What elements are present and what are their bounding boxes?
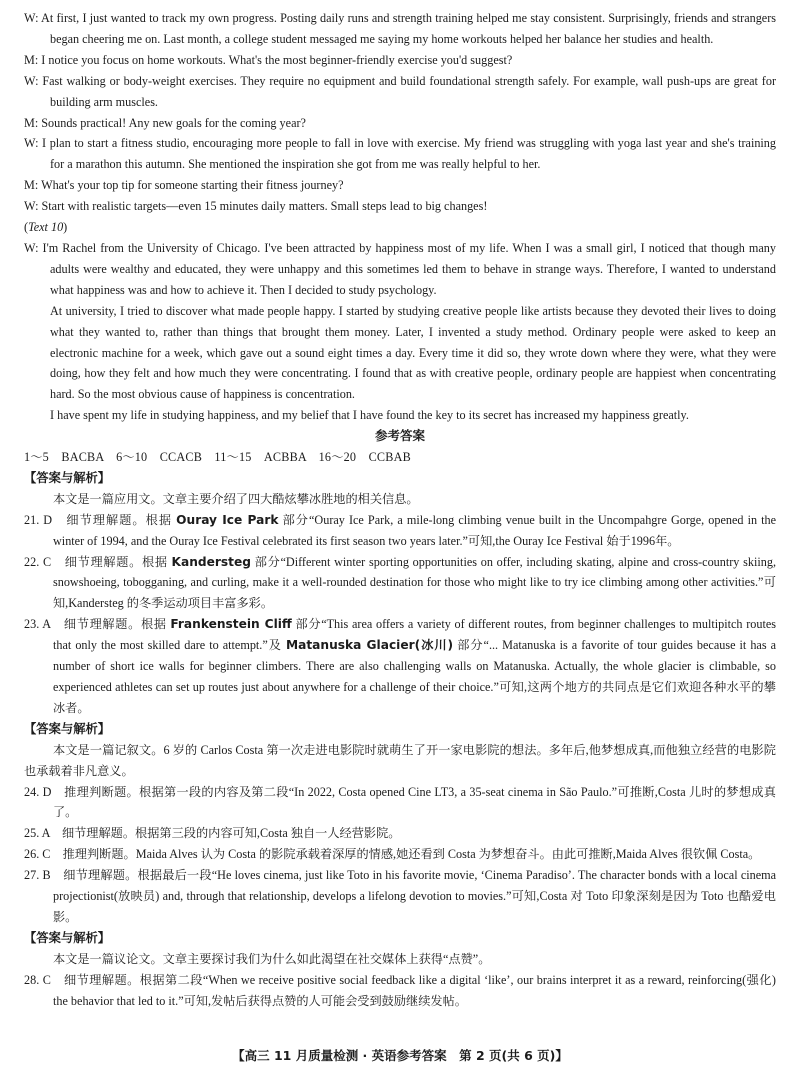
monologue-para: W: I'm Rachel from the University of Chicago. I've been attracted by happiness most of my life. When I was a small girl, I noticed that though many adults were wealthy and educated, they were unhappy and this sometimes led them to behave in strange ways. Therefore, I wanted to understand what happiness was and how to achieve it. Then I decided to study psychology. [24, 240, 776, 297]
text10-label: (Text 10) [24, 220, 68, 235]
monologue-para: At university, I tried to discover what made people happy. I started by studying creative people like artists because they devoted their lives to doing what they wanted to, rather than things that brought them money. Later, I invented a study method. Ordinary people were asked to keep an electronic machine for a week, which gave out a sound eight times a day. Every time it did so, they wrote down where they were, what they were doing, how they felt and how much they were concentrating. I found that as with creative people, ordinary people are happiest when concentrating hard. So the most obvious cause of happiness is concentration. [50, 303, 776, 402]
question-explanation: 21. D 细节理解题。根据 Ouray Ice Park 部分“Ouray Ice Park, a mile-long climbing venue built in the Uncompahgre Gorge, opened in the winter of 1994, and the Ouray Ice Festival celebrated its first season two years later.”可知,the Ouray Ice Festival 始于1996年。 [24, 512, 777, 548]
question-explanation: 28. C 细节理解题。根据第二段“When we receive positive social feedback like a digital ‘like’, our brains interpret it as a reward, reinforcing(强化) the behavior that led to it.”可知,发帖后获得点赞的人可能会受到鼓励继续发帖。 [24, 972, 776, 1008]
dialog-line: M: What's your top tip for someone starting their fitness journey? [24, 178, 344, 193]
question-explanation: 24. D 推理判断题。根据第一段的内容及第二段“In 2022, Costa opened Cine LT3, a 35-seat cinema in São Paulo.”可推断,Costa 儿时的梦想成真了。 [24, 784, 776, 820]
answer-key: 1～5 BACBA 6～10 CCACB 11～15 ACBBA 16～20 CCBAB [24, 450, 411, 465]
text10-monologue [24, 238, 776, 426]
dialog-line: W: I plan to start a fitness studio, encouraging more people to fall in love with exercise. My friend was struggling with yoga last year and she's training for a marathon this autumn. She mentioned the inspiration she got from me was really helpful to her. [24, 136, 776, 172]
answer-title: 参考答案 [374, 428, 425, 444]
dialog-transcript [24, 8, 776, 217]
dialog-line: W: Start with realistic targets—even 15 minutes daily matters. Small steps lead to big changes! [24, 199, 488, 214]
section-header: 【答案与解析】 [24, 470, 111, 485]
question-explanation: 25. A 细节理解题。根据第三段的内容可知,Costa 独自一人经营影院。 [24, 826, 401, 841]
section-header: 【答案与解析】 [24, 721, 111, 736]
section-intro: 本文是一篇应用文。文章主要介绍了四大酷炫攀冰胜地的相关信息。 [53, 491, 419, 506]
monologue-para: I have spent my life in studying happiness, and my belief that I have found the key to its secret has increased my happiness greatly. [50, 408, 689, 423]
section-intro: 本文是一篇记叙文。6 岁的 Carlos Costa 第一次走进电影院时就萌生了开一家电影院的想法。多年后,他梦想成真,而他独立经营的电影院也承载着非凡意义。 [24, 742, 776, 778]
dialog-line: W: Fast walking or body-weight exercises. They require no equipment and build foundational strength safely. For example, wall push-ups are great for building arm muscles. [24, 73, 777, 109]
section-intro: 本文是一篇议论文。文章主要探讨我们为什么如此渴望在社交媒体上获得“点赞”。 [53, 951, 491, 966]
section-header: 【答案与解析】 [24, 930, 111, 945]
dialog-line: M: Sounds practical! Any new goals for the coming year? [24, 115, 306, 130]
page-footer: 【高三 11 月质量检测 · 英语参考答案 第 2 页(共 6 页)】 [232, 1048, 568, 1063]
question-explanation: 27. B 细节理解题。根据最后一段“He loves cinema, just like Toto in his favorite movie, ‘Cinema Paradiso’. The character bonds with a local cinema projectionist(放映员) and, through that relationship, develops a lifelong devotion to movies.”可知,Costa 对 Toto 印象深刻是因为 Toto 也酷爱电影。 [24, 868, 777, 924]
question-explanation: 22. C 细节理解题。根据 Kandersteg 部分“Different winter sporting opportunities on offer, including skating, alpine and cross-country skiing, snowshoeing, tobogganing, and curling, make it a well-rounded destination for those who might like to try ice climbing among other activities.”可知,Kandersteg 的冬季运动项目丰富多彩。 [24, 554, 776, 611]
question-explanation: 23. A 细节理解题。根据 Frankenstein Cliff 部分“This area offers a variety of different routes, from beginner challenges to multipitch routes that only the most skilled dare to attempt.”及 Matanuska Glacier(冰川) 部分“... Matanuska is a favorite of tour guides because it has a number of short ice walls for beginner climbers. There are also challenging walls on Matanuska. Actually, the whole glacier is climbable, so experienced athletes can set up routes just about anywhere for a challenge of their choice.”可知,这两个地方的共同点是它们欢迎各种水平的攀冰者。 [24, 617, 777, 715]
dialog-line: W: At first, I just wanted to track my own progress. Posting daily runs and strength training helped me stay consistent. Surprisingly, friends and strangers began cheering me on. Last month, a college student messaged me saying my home workouts helped her balance her studies and health. [24, 11, 777, 46]
dialog-line: M: I notice you focus on home workouts. What's the most beginner-friendly exercise you'd suggest? [24, 52, 513, 67]
question-explanation: 26. C 推理判断题。Maida Alves 认为 Costa 的影院承载着深厚的情感,她还看到 Costa 为梦想奋斗。由此可推断,Maida Alves 很钦佩 Costa。 [24, 847, 761, 862]
